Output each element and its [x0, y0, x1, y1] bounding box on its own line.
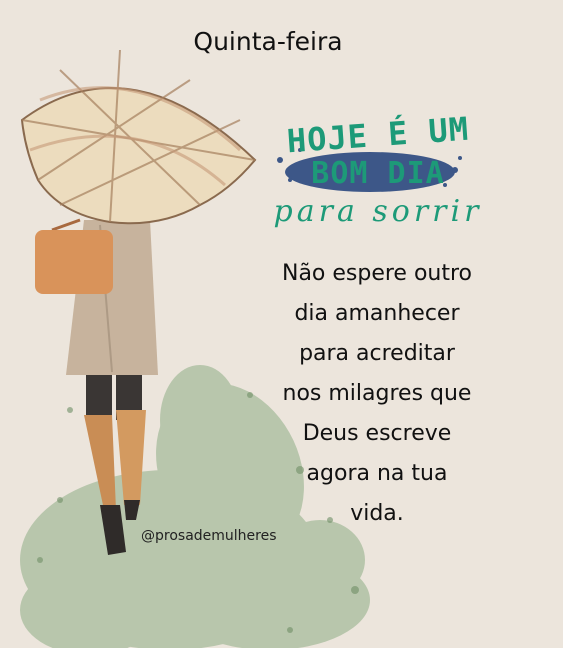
- umbrella: [22, 50, 255, 223]
- greeting-lettering: [262, 110, 494, 250]
- greeting-line-2: BOM DIA: [311, 156, 445, 191]
- figure-bag: [35, 220, 113, 294]
- greeting-line-3: para sorrir: [273, 194, 483, 229]
- greeting-line-1: HOJE É UM: [285, 109, 471, 161]
- day-title: Quinta-feira: [193, 27, 343, 56]
- quote-text: Não espere outro dia amanhecer para acreditar nos milagres que Deus escreve agora na tua vida.: [281, 261, 473, 526]
- credit-handle: @prosademulheres: [141, 528, 277, 544]
